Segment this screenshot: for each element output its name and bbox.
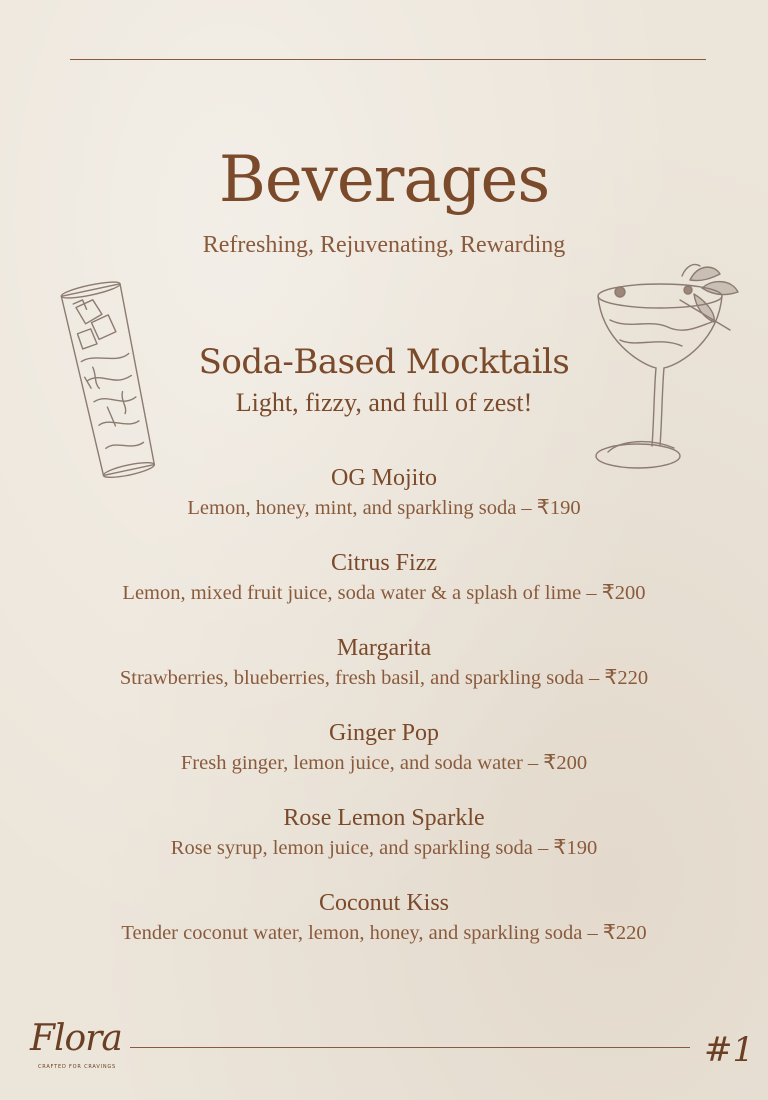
item-description: Fresh ginger, lemon juice, and soda water – ₹200	[180, 752, 588, 774]
item-description: Lemon, mixed fruit juice, soda water & a splash of lime – ₹200	[122, 582, 646, 604]
logo-tagline: CRAFTED FOR CRAVINGS	[37, 1064, 117, 1070]
menu-item	[0, 717, 768, 802]
item-description: Lemon, honey, mint, and sparkling soda – ₹190	[187, 497, 581, 519]
page-subtitle: Refreshing, Rejuvenating, Rewarding	[202, 232, 566, 258]
top-divider	[70, 59, 706, 60]
menu-item	[0, 462, 768, 547]
brand-logo	[30, 1018, 122, 1076]
item-name: Rose Lemon Sparkle	[283, 805, 485, 831]
menu-item	[0, 632, 768, 717]
menu-item	[0, 887, 768, 972]
menu-item	[0, 547, 768, 632]
item-description: Strawberries, blueberries, fresh basil, and sparkling soda – ₹220	[119, 667, 649, 689]
item-name: Citrus Fizz	[331, 550, 437, 576]
item-name: Coconut Kiss	[318, 890, 449, 916]
menu-list	[0, 462, 768, 972]
menu-item	[0, 802, 768, 887]
page-number: #1	[704, 1030, 755, 1070]
logo-text: Flora	[30, 1018, 122, 1059]
section-subtitle: Light, fizzy, and full of zest!	[235, 388, 533, 417]
item-name: OG Mojito	[330, 465, 437, 491]
item-name: Ginger Pop	[329, 720, 439, 746]
section-title: Soda-Based Mocktails	[198, 342, 570, 382]
item-description: Rose syrup, lemon juice, and sparkling soda – ₹190	[170, 837, 598, 859]
page-title: Beverages	[218, 143, 550, 217]
item-description: Tender coconut water, lemon, honey, and sparkling soda – ₹220	[121, 922, 647, 944]
footer-divider	[130, 1047, 690, 1048]
item-name: Margarita	[336, 635, 432, 661]
